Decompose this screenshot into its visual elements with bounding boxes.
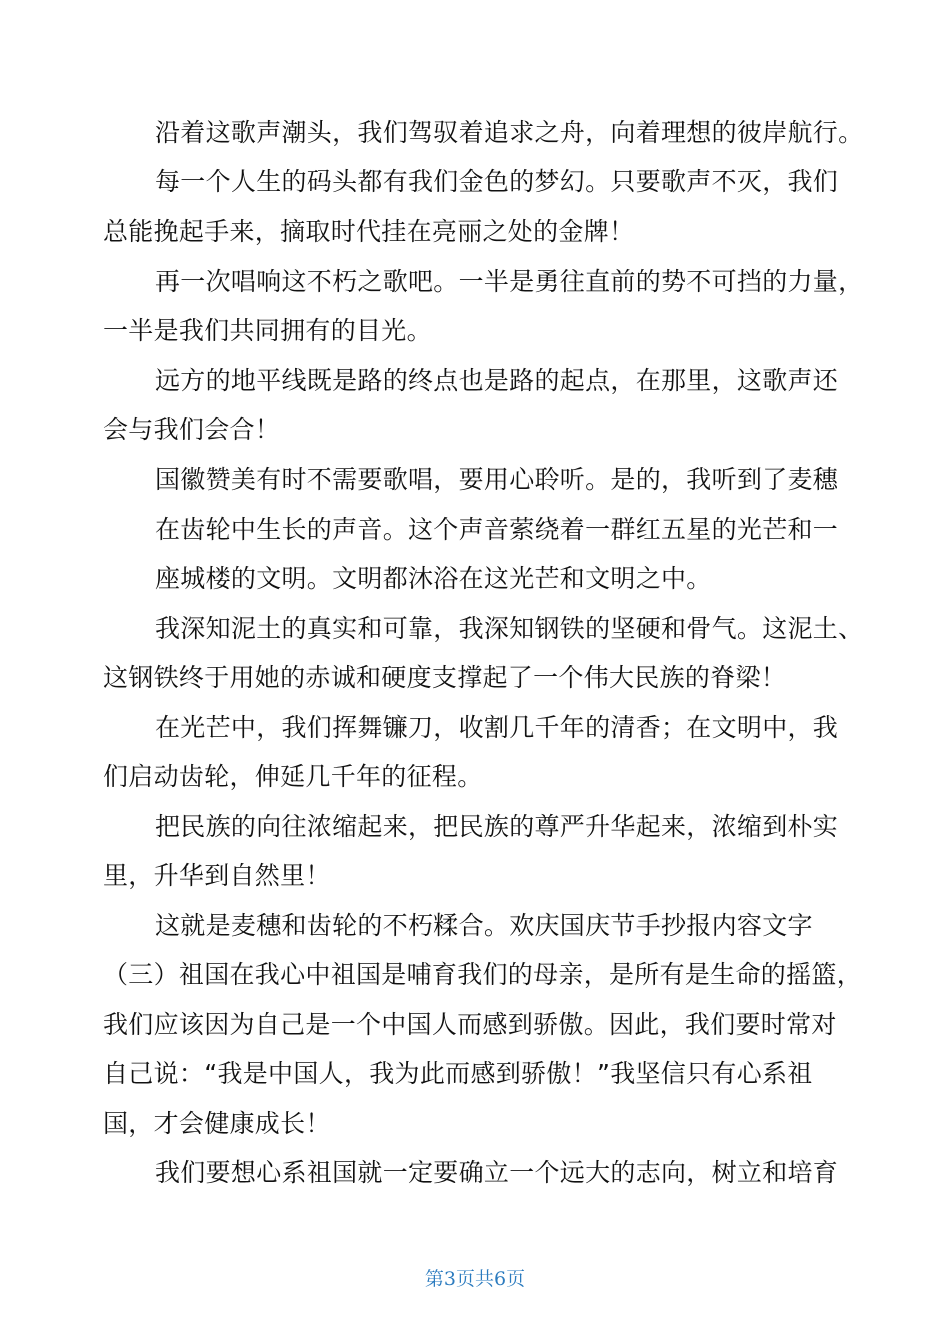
text-line: 国，才会健康成长！ xyxy=(103,1109,331,1138)
text-line: 每一个人生的码头都有我们金色的梦幻。只要歌声不灭，我们 xyxy=(155,167,839,196)
text-line: 把民族的向往浓缩起来，把民族的尊严升华起来，浓缩到朴实 xyxy=(155,812,839,841)
text-line: 国徽赞美有时不需要歌唱，要用心聆听。是的，我听到了麦穗 xyxy=(155,465,839,494)
text-line: 在光芒中，我们挥舞镰刀，收割几千年的清香；在文明中，我 xyxy=(155,713,839,742)
text-line: 远方的地平线既是路的终点也是路的起点，在那里，这歌声还 xyxy=(155,366,839,395)
text-line: 们启动齿轮，伸延几千年的征程。 xyxy=(103,762,483,791)
text-line: 在齿轮中生长的声音。这个声音萦绕着一群红五星的光芒和一 xyxy=(155,515,839,544)
page-number: 第3页共6页 xyxy=(424,1268,526,1290)
text-line: 沿着这歌声潮头，我们驾驭着追求之舟，向着理想的彼岸航行。 xyxy=(155,118,864,147)
text-line: 再一次唱响这不朽之歌吧。一半是勇往直前的势不可挡的力量， xyxy=(155,267,864,296)
text-line: 一半是我们共同拥有的目光。 xyxy=(103,316,432,345)
text-line: 会与我们会合！ xyxy=(103,415,281,444)
text-line: 这钢铁终于用她的赤诚和硬度支撑起了一个伟大民族的脊梁！ xyxy=(103,663,787,692)
text-line: 总能挽起手来，摘取时代挂在亮丽之处的金牌！ xyxy=(103,217,635,246)
text-line: 里，升华到自然里！ xyxy=(103,861,331,890)
text-line: 自己说：“我是中国人，我为此而感到骄傲！”我坚信只有心系祖 xyxy=(103,1059,813,1088)
text-line: 座城楼的文明。文明都沐浴在这光芒和文明之中。 xyxy=(155,564,712,593)
text-line: 这就是麦穗和齿轮的不朽糅合。欢庆国庆节手抄报内容文字 xyxy=(155,911,813,940)
text-line: （三）祖国在我心中祖国是哺育我们的母亲，是所有是生命的摇篮， xyxy=(103,960,863,989)
text-line: 我深知泥土的真实和可靠，我深知钢铁的坚硬和骨气。这泥土、 xyxy=(155,614,864,643)
text-line: 我们要想心系祖国就一定要确立一个远大的志向，树立和培育 xyxy=(155,1158,839,1187)
text-line: 我们应该因为自己是一个中国人而感到骄傲。因此，我们要时常对 xyxy=(103,1010,837,1039)
